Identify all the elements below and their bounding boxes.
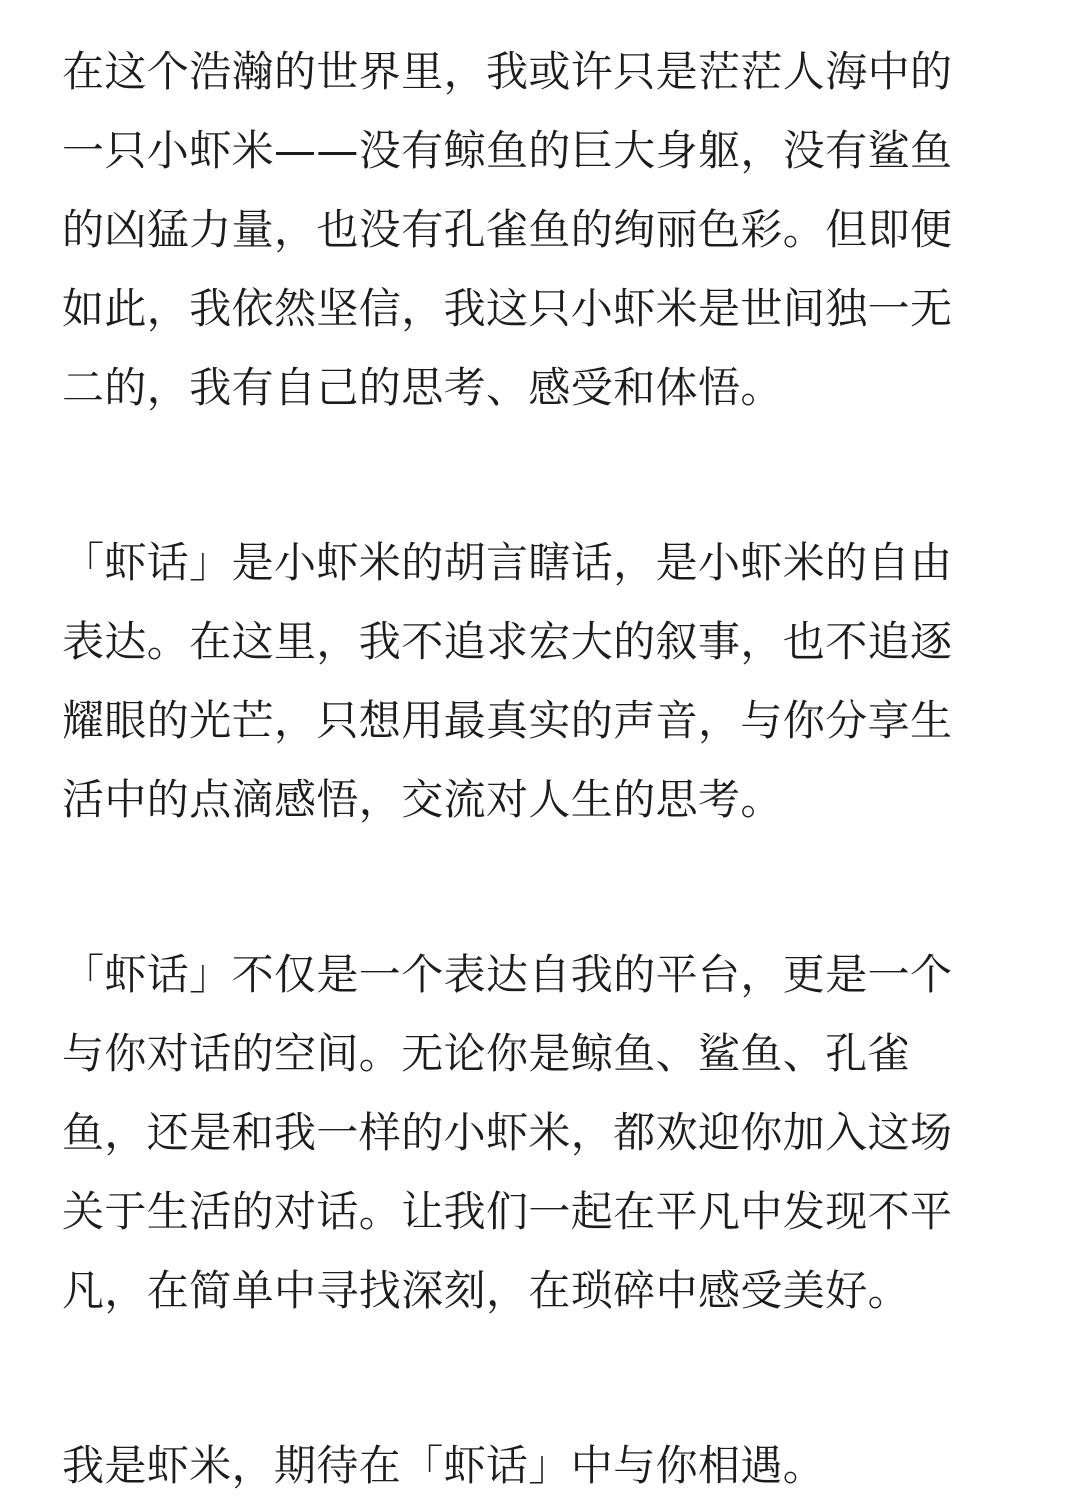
paragraph-closing: 我是虾米，期待在「虾话」中与你相遇。: [62, 1441, 826, 1490]
paragraph-intro: 在这个浩瀚的世界里，我或许只是茫茫人海中的 一只小虾米——没有鲸鱼的巨大身躯，没有鲨鱼 的凶猛力量，也没有孔雀鱼的绚丽色彩。但即便 如此，我依然坚信，我这只小虾米是世间独一无 二的，我有自己的思考、感受和体悟。: [62, 47, 953, 412]
paragraph-shrimp-talk: 「虾话」是小虾米的胡言瞎话，是小虾米的自由 表达。在这里，我不追求宏大的叙事，也不追逐 耀眼的光芒，只想用最真实的声音，与你分享生 活中的点滴感悟，交流对人生的思考。: [62, 538, 953, 824]
paragraph-spacer: [62, 839, 1022, 935]
article-body: [62, 32, 1022, 1505]
paragraph-dialogue-space: 「虾话」不仅是一个表达自我的平台，更是一个 与你对话的空间。无论你是鲸鱼、鲨鱼、孔雀 鱼，还是和我一样的小虾米，都欢迎你加入这场 关于生活的对话。让我们一起在平凡中发现不平 凡，在简单中寻找深刻，在琐碎中感受美好。: [62, 950, 953, 1315]
paragraph-spacer: [62, 427, 1022, 523]
paragraph-spacer: [62, 1330, 1022, 1426]
